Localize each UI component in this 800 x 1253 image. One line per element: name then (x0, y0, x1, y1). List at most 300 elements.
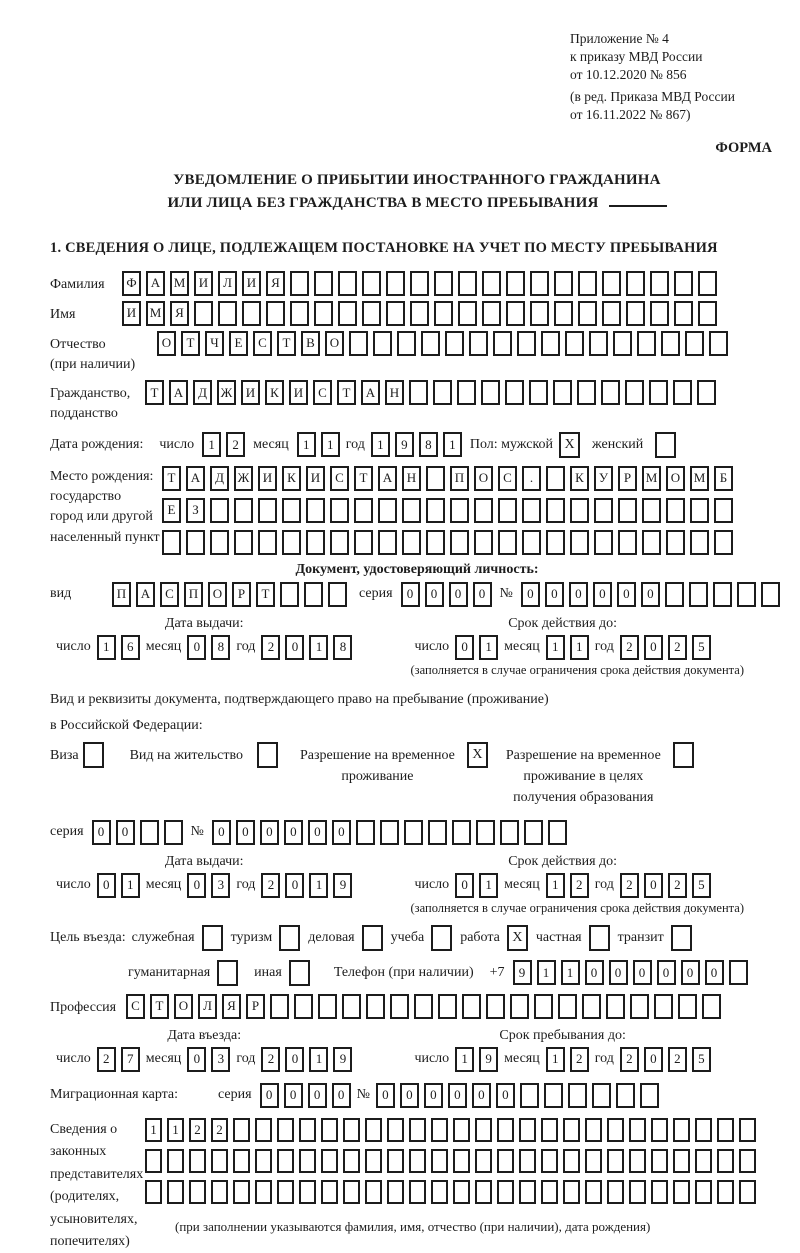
char-cell[interactable] (409, 1180, 426, 1204)
char-cell[interactable] (304, 582, 323, 607)
char-cell[interactable] (321, 1149, 338, 1173)
char-cell[interactable] (421, 331, 440, 356)
char-cell[interactable] (409, 1149, 426, 1173)
char-cell[interactable]: О (174, 994, 193, 1019)
char-cell[interactable] (162, 530, 181, 555)
char-cell[interactable] (690, 530, 709, 555)
char-cell[interactable] (294, 994, 313, 1019)
char-cell[interactable] (453, 1180, 470, 1204)
char-cell[interactable] (233, 1118, 250, 1142)
char-cell[interactable]: 1 (546, 635, 565, 660)
char-cell[interactable]: 0 (97, 873, 116, 898)
char-cell[interactable] (530, 301, 549, 326)
char-cell[interactable] (498, 498, 517, 523)
char-cell[interactable]: К (570, 466, 589, 491)
char-cell[interactable] (475, 1180, 492, 1204)
temp-residence-checkbox[interactable]: X (467, 742, 488, 768)
char-cell[interactable]: 2 (570, 1047, 589, 1072)
char-cell[interactable]: 9 (333, 1047, 352, 1072)
char-cell[interactable]: 2 (570, 873, 589, 898)
char-cell[interactable]: Я (170, 301, 189, 326)
char-cell[interactable]: Н (385, 380, 404, 405)
char-cell[interactable]: 0 (657, 960, 676, 985)
char-cell[interactable] (189, 1180, 206, 1204)
char-cell[interactable] (234, 498, 253, 523)
char-cell[interactable]: 0 (521, 582, 540, 607)
char-cell[interactable] (338, 301, 357, 326)
char-cell[interactable] (475, 1149, 492, 1173)
char-cell[interactable] (428, 820, 447, 845)
purpose-ucheba-checkbox[interactable] (431, 925, 452, 951)
identity-issue-month-cells[interactable] (187, 635, 230, 660)
char-cell[interactable] (218, 301, 237, 326)
char-cell[interactable]: О (666, 466, 685, 491)
char-cell[interactable]: 1 (443, 432, 462, 457)
char-cell[interactable] (674, 271, 693, 296)
char-cell[interactable]: 0 (641, 582, 660, 607)
char-cell[interactable]: 0 (260, 1083, 279, 1108)
char-cell[interactable] (445, 331, 464, 356)
char-cell[interactable]: 0 (308, 820, 327, 845)
char-cell[interactable]: О (157, 331, 176, 356)
identity-issue-day-cells[interactable] (97, 635, 140, 660)
char-cell[interactable] (338, 271, 357, 296)
char-cell[interactable] (500, 820, 519, 845)
char-cell[interactable] (613, 331, 632, 356)
char-cell[interactable] (589, 331, 608, 356)
char-cell[interactable]: 2 (211, 1118, 228, 1142)
char-cell[interactable]: 0 (400, 1083, 419, 1108)
birth-month-cells[interactable] (297, 432, 340, 457)
char-cell[interactable]: П (112, 582, 131, 607)
char-cell[interactable] (434, 271, 453, 296)
char-cell[interactable]: 2 (226, 432, 245, 457)
purpose-inaya-checkbox[interactable] (289, 960, 310, 986)
sex-male-checkbox[interactable]: X (559, 432, 580, 458)
char-cell[interactable]: 5 (692, 635, 711, 660)
char-cell[interactable]: 0 (593, 582, 612, 607)
birth-place-row2-cells[interactable] (162, 498, 733, 523)
char-cell[interactable] (233, 1180, 250, 1204)
char-cell[interactable]: С (253, 331, 272, 356)
char-cell[interactable]: 1 (371, 432, 390, 457)
char-cell[interactable] (282, 498, 301, 523)
char-cell[interactable]: С (313, 380, 332, 405)
residence-seriya-cells[interactable] (92, 820, 183, 845)
char-cell[interactable] (497, 1118, 514, 1142)
char-cell[interactable] (282, 530, 301, 555)
char-cell[interactable]: А (136, 582, 155, 607)
char-cell[interactable]: Т (277, 331, 296, 356)
residence-valid-year-cells[interactable] (620, 873, 711, 898)
char-cell[interactable]: С (498, 466, 517, 491)
char-cell[interactable] (210, 530, 229, 555)
char-cell[interactable] (650, 271, 669, 296)
char-cell[interactable]: И (242, 271, 261, 296)
char-cell[interactable]: А (361, 380, 380, 405)
char-cell[interactable]: 0 (376, 1083, 395, 1108)
birth-place-row3-cells[interactable] (162, 530, 733, 555)
char-cell[interactable] (426, 466, 445, 491)
char-cell[interactable]: К (265, 380, 284, 405)
char-cell[interactable] (414, 994, 433, 1019)
migration-seriya-cells[interactable] (260, 1083, 351, 1108)
char-cell[interactable]: 0 (633, 960, 652, 985)
char-cell[interactable]: 0 (644, 635, 663, 660)
char-cell[interactable]: Т (145, 380, 164, 405)
char-cell[interactable] (211, 1149, 228, 1173)
char-cell[interactable] (714, 498, 733, 523)
residence-valid-day-cells[interactable] (455, 873, 498, 898)
char-cell[interactable] (685, 331, 704, 356)
char-cell[interactable]: П (450, 466, 469, 491)
char-cell[interactable] (563, 1149, 580, 1173)
char-cell[interactable] (270, 994, 289, 1019)
char-cell[interactable]: О (474, 466, 493, 491)
char-cell[interactable]: 0 (285, 635, 304, 660)
char-cell[interactable] (630, 994, 649, 1019)
char-cell[interactable] (626, 271, 645, 296)
char-cell[interactable] (373, 331, 392, 356)
char-cell[interactable] (450, 530, 469, 555)
char-cell[interactable]: И (306, 466, 325, 491)
char-cell[interactable]: 2 (620, 1047, 639, 1072)
char-cell[interactable] (410, 271, 429, 296)
char-cell[interactable] (709, 331, 728, 356)
char-cell[interactable] (343, 1149, 360, 1173)
char-cell[interactable] (343, 1118, 360, 1142)
char-cell[interactable]: 1 (546, 873, 565, 898)
char-cell[interactable]: О (325, 331, 344, 356)
char-cell[interactable] (233, 1149, 250, 1173)
char-cell[interactable] (167, 1149, 184, 1173)
purpose-rabota-checkbox[interactable]: X (507, 925, 528, 951)
char-cell[interactable] (431, 1180, 448, 1204)
char-cell[interactable]: 0 (455, 873, 474, 898)
char-cell[interactable] (541, 1118, 558, 1142)
char-cell[interactable] (522, 498, 541, 523)
char-cell[interactable] (651, 1180, 668, 1204)
char-cell[interactable]: 1 (321, 432, 340, 457)
char-cell[interactable] (558, 994, 577, 1019)
char-cell[interactable]: 1 (97, 635, 116, 660)
char-cell[interactable] (167, 1180, 184, 1204)
char-cell[interactable] (592, 1083, 611, 1108)
char-cell[interactable]: 8 (333, 635, 352, 660)
char-cell[interactable] (678, 994, 697, 1019)
char-cell[interactable]: 2 (189, 1118, 206, 1142)
char-cell[interactable] (568, 1083, 587, 1108)
char-cell[interactable] (255, 1149, 272, 1173)
visa-checkbox[interactable] (83, 742, 104, 768)
char-cell[interactable]: 0 (187, 635, 206, 660)
purpose-delovaya-checkbox[interactable] (362, 925, 383, 951)
char-cell[interactable] (554, 301, 573, 326)
char-cell[interactable]: 0 (212, 820, 231, 845)
char-cell[interactable] (642, 530, 661, 555)
char-cell[interactable] (548, 820, 567, 845)
char-cell[interactable] (378, 530, 397, 555)
char-cell[interactable] (578, 271, 597, 296)
char-cell[interactable] (497, 1149, 514, 1173)
char-cell[interactable] (290, 271, 309, 296)
char-cell[interactable]: А (186, 466, 205, 491)
residence-valid-month-cells[interactable] (546, 873, 589, 898)
char-cell[interactable]: 9 (513, 960, 532, 985)
char-cell[interactable] (402, 530, 421, 555)
char-cell[interactable] (553, 380, 572, 405)
char-cell[interactable] (266, 301, 285, 326)
char-cell[interactable]: И (122, 301, 141, 326)
char-cell[interactable]: 0 (681, 960, 700, 985)
char-cell[interactable]: 2 (620, 635, 639, 660)
char-cell[interactable] (330, 498, 349, 523)
guardians-row2-cells[interactable] (145, 1149, 756, 1173)
char-cell[interactable] (354, 530, 373, 555)
char-cell[interactable]: 0 (545, 582, 564, 607)
char-cell[interactable]: 2 (261, 635, 280, 660)
char-cell[interactable] (404, 820, 423, 845)
char-cell[interactable]: 2 (668, 1047, 687, 1072)
char-cell[interactable] (626, 301, 645, 326)
char-cell[interactable] (314, 301, 333, 326)
char-cell[interactable]: 1 (309, 1047, 328, 1072)
citizenship-cells[interactable] (145, 380, 716, 405)
char-cell[interactable] (737, 582, 756, 607)
char-cell[interactable] (570, 498, 589, 523)
char-cell[interactable] (476, 820, 495, 845)
char-cell[interactable] (616, 1083, 635, 1108)
char-cell[interactable] (702, 994, 721, 1019)
char-cell[interactable]: Т (181, 331, 200, 356)
char-cell[interactable]: Д (193, 380, 212, 405)
char-cell[interactable] (431, 1149, 448, 1173)
char-cell[interactable] (365, 1149, 382, 1173)
char-cell[interactable] (698, 271, 717, 296)
char-cell[interactable]: Т (150, 994, 169, 1019)
char-cell[interactable] (582, 994, 601, 1019)
char-cell[interactable] (519, 1149, 536, 1173)
birth-year-cells[interactable] (371, 432, 462, 457)
char-cell[interactable]: А (378, 466, 397, 491)
identity-valid-year-cells[interactable] (620, 635, 711, 660)
char-cell[interactable] (277, 1118, 294, 1142)
char-cell[interactable]: 5 (692, 873, 711, 898)
char-cell[interactable]: 0 (401, 582, 420, 607)
char-cell[interactable]: 0 (569, 582, 588, 607)
char-cell[interactable] (145, 1149, 162, 1173)
char-cell[interactable]: 0 (448, 1083, 467, 1108)
char-cell[interactable] (426, 498, 445, 523)
char-cell[interactable] (450, 498, 469, 523)
char-cell[interactable] (606, 994, 625, 1019)
char-cell[interactable] (519, 1180, 536, 1204)
identity-valid-month-cells[interactable] (546, 635, 589, 660)
char-cell[interactable]: Т (256, 582, 275, 607)
char-cell[interactable] (640, 1083, 659, 1108)
char-cell[interactable]: 0 (285, 873, 304, 898)
char-cell[interactable] (306, 530, 325, 555)
char-cell[interactable] (544, 1083, 563, 1108)
char-cell[interactable]: 0 (187, 1047, 206, 1072)
char-cell[interactable] (434, 301, 453, 326)
char-cell[interactable] (529, 380, 548, 405)
char-cell[interactable] (210, 498, 229, 523)
birth-place-row1-cells[interactable] (162, 466, 733, 491)
char-cell[interactable] (717, 1149, 734, 1173)
char-cell[interactable]: С (126, 994, 145, 1019)
char-cell[interactable] (661, 331, 680, 356)
char-cell[interactable]: Н (402, 466, 421, 491)
char-cell[interactable]: 1 (561, 960, 580, 985)
char-cell[interactable] (409, 1118, 426, 1142)
char-cell[interactable]: 1 (202, 432, 221, 457)
char-cell[interactable] (697, 380, 716, 405)
char-cell[interactable] (365, 1118, 382, 1142)
char-cell[interactable]: К (282, 466, 301, 491)
char-cell[interactable]: С (160, 582, 179, 607)
char-cell[interactable] (565, 331, 584, 356)
char-cell[interactable] (546, 466, 565, 491)
stay-year-cells[interactable] (620, 1047, 711, 1072)
char-cell[interactable]: 0 (116, 820, 135, 845)
char-cell[interactable] (497, 1180, 514, 1204)
char-cell[interactable]: 0 (617, 582, 636, 607)
char-cell[interactable]: Л (198, 994, 217, 1019)
char-cell[interactable]: И (289, 380, 308, 405)
char-cell[interactable]: 0 (472, 1083, 491, 1108)
char-cell[interactable]: 0 (332, 1083, 351, 1108)
char-cell[interactable]: 1 (145, 1118, 162, 1142)
char-cell[interactable] (618, 530, 637, 555)
char-cell[interactable]: 7 (121, 1047, 140, 1072)
char-cell[interactable] (299, 1118, 316, 1142)
char-cell[interactable] (546, 498, 565, 523)
char-cell[interactable] (602, 271, 621, 296)
char-cell[interactable]: Л (218, 271, 237, 296)
char-cell[interactable] (482, 271, 501, 296)
char-cell[interactable] (365, 1180, 382, 1204)
char-cell[interactable] (493, 331, 512, 356)
purpose-sluzhebnaya-checkbox[interactable] (202, 925, 223, 951)
entry-day-cells[interactable] (97, 1047, 140, 1072)
char-cell[interactable]: 0 (473, 582, 492, 607)
patronymic-cells[interactable] (157, 331, 728, 356)
migration-number-cells[interactable] (376, 1083, 659, 1108)
char-cell[interactable] (409, 380, 428, 405)
firstname-cells[interactable] (122, 301, 717, 326)
char-cell[interactable]: 0 (455, 635, 474, 660)
char-cell[interactable]: 1 (297, 432, 316, 457)
char-cell[interactable] (145, 1180, 162, 1204)
char-cell[interactable] (453, 1118, 470, 1142)
purpose-tranzit-checkbox[interactable] (671, 925, 692, 951)
char-cell[interactable]: П (184, 582, 203, 607)
char-cell[interactable] (637, 331, 656, 356)
char-cell[interactable]: Я (266, 271, 285, 296)
char-cell[interactable]: 2 (97, 1047, 116, 1072)
char-cell[interactable] (666, 498, 685, 523)
char-cell[interactable] (475, 1118, 492, 1142)
birth-day-cells[interactable] (202, 432, 245, 457)
profession-cells[interactable] (126, 994, 721, 1019)
char-cell[interactable]: 9 (333, 873, 352, 898)
char-cell[interactable] (474, 498, 493, 523)
char-cell[interactable]: 0 (585, 960, 604, 985)
char-cell[interactable] (290, 301, 309, 326)
char-cell[interactable] (378, 498, 397, 523)
char-cell[interactable]: М (690, 466, 709, 491)
residence-issue-day-cells[interactable] (97, 873, 140, 898)
char-cell[interactable]: 1 (309, 635, 328, 660)
char-cell[interactable] (505, 380, 524, 405)
char-cell[interactable] (534, 994, 553, 1019)
char-cell[interactable] (277, 1180, 294, 1204)
char-cell[interactable] (402, 498, 421, 523)
char-cell[interactable] (330, 530, 349, 555)
char-cell[interactable] (314, 271, 333, 296)
char-cell[interactable]: 1 (167, 1118, 184, 1142)
char-cell[interactable]: 1 (479, 873, 498, 898)
identity-valid-day-cells[interactable] (455, 635, 498, 660)
char-cell[interactable]: Е (162, 498, 181, 523)
char-cell[interactable] (510, 994, 529, 1019)
char-cell[interactable]: С (330, 466, 349, 491)
char-cell[interactable] (541, 331, 560, 356)
char-cell[interactable] (607, 1118, 624, 1142)
identity-issue-year-cells[interactable] (261, 635, 352, 660)
char-cell[interactable] (618, 498, 637, 523)
char-cell[interactable]: 0 (260, 820, 279, 845)
char-cell[interactable] (458, 301, 477, 326)
char-cell[interactable] (506, 271, 525, 296)
char-cell[interactable] (530, 271, 549, 296)
char-cell[interactable] (698, 301, 717, 326)
char-cell[interactable] (673, 380, 692, 405)
char-cell[interactable]: 9 (395, 432, 414, 457)
char-cell[interactable] (380, 820, 399, 845)
char-cell[interactable] (517, 331, 536, 356)
char-cell[interactable] (469, 331, 488, 356)
char-cell[interactable] (258, 530, 277, 555)
char-cell[interactable] (321, 1118, 338, 1142)
residence-issue-month-cells[interactable] (187, 873, 230, 898)
char-cell[interactable] (366, 994, 385, 1019)
char-cell[interactable] (458, 271, 477, 296)
char-cell[interactable] (563, 1180, 580, 1204)
char-cell[interactable] (739, 1180, 756, 1204)
char-cell[interactable] (695, 1180, 712, 1204)
char-cell[interactable] (387, 1180, 404, 1204)
char-cell[interactable] (356, 820, 375, 845)
char-cell[interactable] (601, 380, 620, 405)
char-cell[interactable]: М (170, 271, 189, 296)
char-cell[interactable]: Е (229, 331, 248, 356)
surname-cells[interactable] (122, 271, 717, 296)
char-cell[interactable] (486, 994, 505, 1019)
char-cell[interactable] (650, 301, 669, 326)
char-cell[interactable] (713, 582, 732, 607)
char-cell[interactable]: 0 (424, 1083, 443, 1108)
char-cell[interactable] (474, 530, 493, 555)
char-cell[interactable]: И (194, 271, 213, 296)
char-cell[interactable]: Т (337, 380, 356, 405)
char-cell[interactable]: 8 (211, 635, 230, 660)
char-cell[interactable] (546, 530, 565, 555)
char-cell[interactable] (321, 1180, 338, 1204)
char-cell[interactable]: И (258, 466, 277, 491)
char-cell[interactable]: Ж (234, 466, 253, 491)
